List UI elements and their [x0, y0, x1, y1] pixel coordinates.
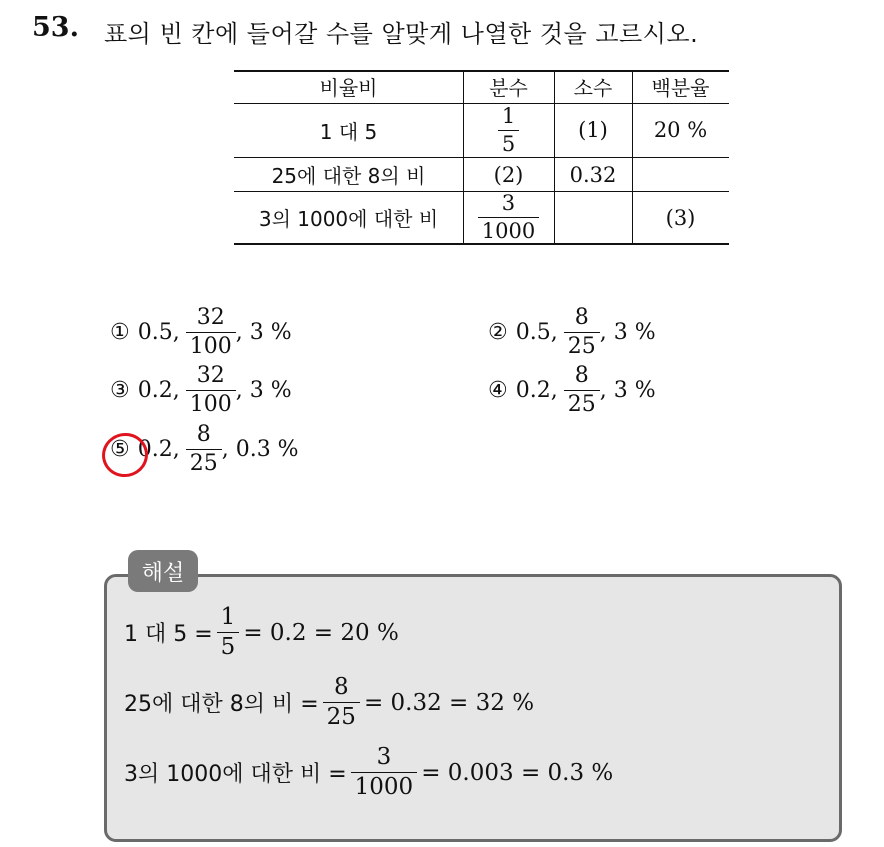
solution-rhs: = 0.003 = 0.3 % — [421, 759, 614, 786]
denominator: 1000 — [351, 772, 418, 799]
choice-decimal: 0.2, — [515, 378, 558, 403]
row3-decimal — [554, 192, 632, 243]
fraction — [498, 103, 519, 156]
denominator: 1000 — [478, 217, 539, 242]
choice-percent: , 3 % — [599, 320, 656, 345]
choice-fraction — [186, 307, 236, 358]
question-text: 표의 빈 칸에 들어갈 수를 알맞게 나열한 것을 고르시오. — [104, 20, 699, 48]
row2-percent — [632, 158, 729, 191]
solution-lhs: 3의 1000에 대한 비 = — [124, 762, 347, 787]
row2-fraction: (2) — [493, 162, 524, 187]
denominator: 25 — [323, 702, 360, 729]
row1-percent: 20 % — [653, 118, 708, 142]
choice-fraction — [564, 307, 600, 358]
row3-fraction — [463, 192, 554, 243]
solution-tag: 해설 — [128, 550, 198, 592]
choice-3[interactable] — [110, 365, 292, 416]
solution-lhs: 1 대 5 = — [124, 622, 213, 647]
choice-mark: ④ — [488, 378, 508, 403]
choice-decimal: 0.2, — [137, 437, 180, 462]
table-bottom-rule — [234, 243, 729, 245]
choice-decimal: 0.5, — [515, 320, 558, 345]
numerator: 32 — [196, 305, 225, 330]
choice-percent: , 0.3 % — [221, 437, 299, 462]
row1-decimal: (1) — [578, 118, 608, 142]
choice-mark: ② — [488, 320, 508, 345]
row2-ratio: 25에 대한 8의 비 — [271, 164, 426, 188]
choice-fraction — [186, 365, 236, 416]
denominator: 100 — [186, 332, 236, 358]
choice-4[interactable] — [488, 365, 656, 416]
solution-fraction — [217, 606, 240, 659]
solution-line-2 — [124, 676, 534, 729]
numerator: 1 — [220, 604, 236, 630]
numerator: 8 — [574, 363, 589, 388]
choice-mark: ③ — [110, 378, 130, 403]
choice-fraction — [564, 365, 600, 416]
solution-lhs: 25에 대한 8의 비 = — [124, 692, 319, 717]
row2-decimal: 0.32 — [569, 162, 617, 187]
row3-percent: (3) — [665, 205, 696, 230]
choice-mark: ⑤ — [110, 437, 130, 462]
numerator: 1 — [501, 103, 516, 128]
solution-line-3 — [124, 746, 613, 799]
choice-fraction — [186, 424, 222, 475]
numerator: 8 — [574, 305, 589, 330]
numerator: 32 — [196, 363, 225, 388]
choice-mark: ① — [110, 320, 130, 345]
solution-rhs: = 0.32 = 32 % — [363, 689, 535, 716]
header-fraction: 분수 — [489, 76, 528, 100]
solution-fraction — [351, 746, 418, 799]
denominator: 25 — [564, 390, 600, 416]
choice-percent: , 3 % — [235, 378, 292, 403]
solution-line-1 — [124, 606, 399, 659]
ratio-table — [234, 70, 729, 245]
denominator: 5 — [498, 130, 519, 155]
numerator: 3 — [376, 744, 392, 770]
numerator: 8 — [196, 422, 211, 447]
denominator: 5 — [217, 632, 240, 659]
header-percent: 백분율 — [651, 76, 710, 100]
choice-2[interactable] — [488, 307, 656, 358]
choice-decimal: 0.2, — [137, 378, 180, 403]
choice-percent: , 3 % — [235, 320, 292, 345]
question-number: 53. — [32, 12, 79, 43]
denominator: 25 — [564, 332, 600, 358]
row1-fraction — [463, 103, 554, 157]
numerator: 8 — [333, 674, 349, 700]
numerator: 3 — [501, 191, 516, 215]
row1-ratio: 1 대 5 — [319, 119, 378, 144]
header-decimal: 소수 — [573, 76, 613, 100]
header-ratio: 비율비 — [319, 76, 378, 100]
denominator: 100 — [186, 390, 236, 416]
choice-1[interactable] — [110, 307, 292, 358]
solution-fraction — [323, 676, 360, 729]
choice-decimal: 0.5, — [137, 320, 180, 345]
solution-rhs: = 0.2 = 20 % — [243, 619, 399, 646]
fraction — [478, 193, 539, 242]
denominator: 25 — [186, 449, 222, 475]
choice-percent: , 3 % — [599, 378, 656, 403]
row3-ratio: 3의 1000에 대한 비 — [258, 207, 439, 231]
